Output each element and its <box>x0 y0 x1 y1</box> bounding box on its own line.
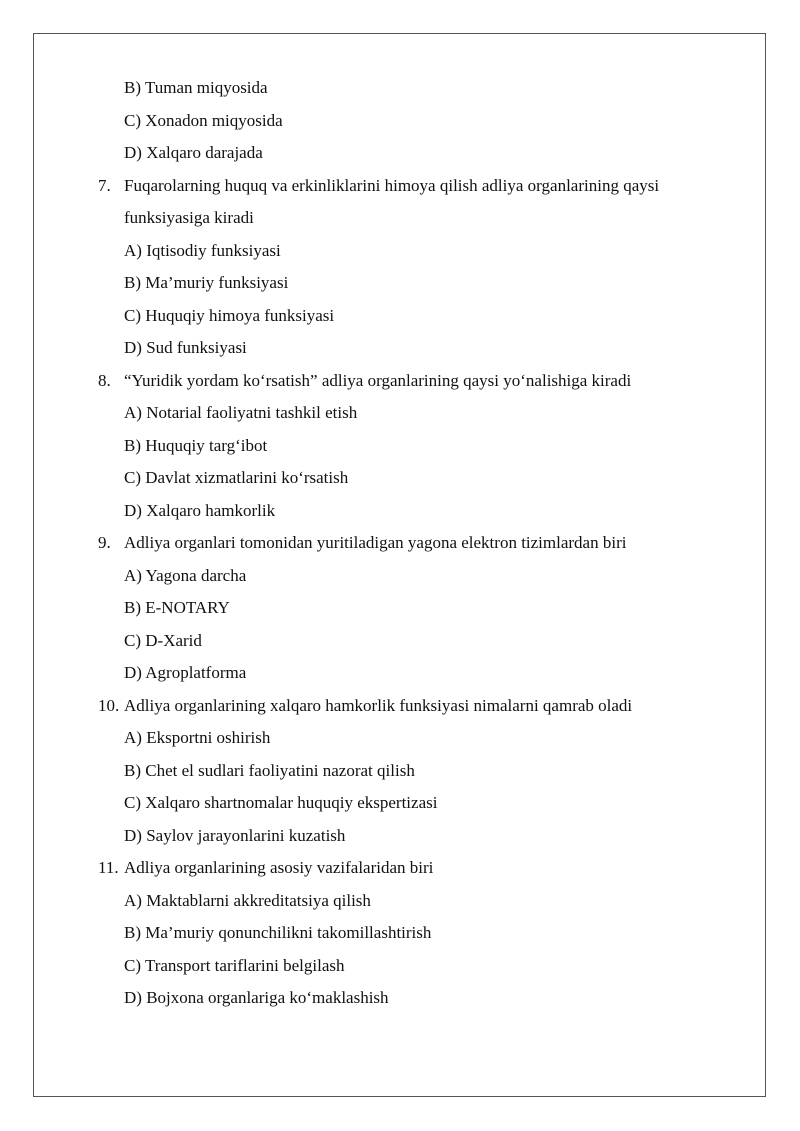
option-line: D) Bojxona organlariga ko‘maklashish <box>124 988 389 1007</box>
option-line: C) Xonadon miqyosida <box>124 110 283 130</box>
option-line: B) Huquqiy targ‘ibot <box>124 435 268 455</box>
option-line: A) Yagona darcha <box>124 565 247 585</box>
option-line: D) Agroplatforma <box>124 663 247 682</box>
option-line: B) Ma’muriy qonunchilikni takomillashtirish <box>124 923 432 942</box>
option-line: A) Iqtisodiy funksiyasi <box>124 240 281 260</box>
question-9 <box>0 527 800 560</box>
option-line: A) Notarial faoliyatni tashkil etish <box>124 403 358 422</box>
option-line: D) Xalqaro darajada <box>124 143 263 162</box>
question-text: Fuqarolarning huquq va erkinliklarini himoya qilish adliya organlarining qaysi <box>124 175 660 195</box>
question-11 <box>0 852 800 885</box>
question-text: funksiyasiga kiradi <box>124 208 254 227</box>
option-line: B) Ma’muriy funksiyasi <box>124 273 289 292</box>
question-10 <box>0 690 800 723</box>
option-line: C) Davlat xizmatlarini ko‘rsatish <box>124 468 349 487</box>
option-line: D) Saylov jarayonlarini kuzatish <box>124 825 346 845</box>
question-8 <box>0 365 800 398</box>
question-number: 8. <box>98 370 111 390</box>
option-line: B) Chet el sudlari faoliyatini nazorat qilish <box>124 760 415 780</box>
question-text: “Yuridik yordam ko‘rsatish” adliya organlarining qaysi yo‘nalishiga kiradi <box>124 370 632 390</box>
option-line: A) Eksportni oshirish <box>124 728 271 747</box>
option-line: A) Maktablarni akkreditatsiya qilish <box>124 890 371 910</box>
option-line: D) Sud funksiyasi <box>124 338 247 357</box>
option-line: B) E-NOTARY <box>124 598 230 617</box>
option-line: C) D-Xarid <box>124 630 202 650</box>
question-number: 9. <box>98 533 111 552</box>
question-text: Adliya organlari tomonidan yuritiladigan yagona elektron tizimlardan biri <box>124 533 627 552</box>
option-line: D) Xalqaro hamkorlik <box>124 500 276 520</box>
question-text: Adliya organlarining asosiy vazifalaridan biri <box>124 858 434 877</box>
question-number: 11. <box>98 858 119 877</box>
question-number: 10. <box>98 695 120 715</box>
option-line: C) Xalqaro shartnomalar huquqiy ekspertizasi <box>124 793 438 812</box>
option-line: C) Transport tariflarini belgilash <box>124 955 345 975</box>
question-7 <box>0 170 800 203</box>
quiz-content <box>0 72 800 1015</box>
question-text-continuation <box>0 202 800 235</box>
question-number: 7. <box>98 175 111 195</box>
option-line: B) Tuman miqyosida <box>124 78 268 97</box>
question-text: Adliya organlarining xalqaro hamkorlik funksiyasi nimalarni qamrab oladi <box>124 695 633 715</box>
option-line: C) Huquqiy himoya funksiyasi <box>124 305 335 325</box>
